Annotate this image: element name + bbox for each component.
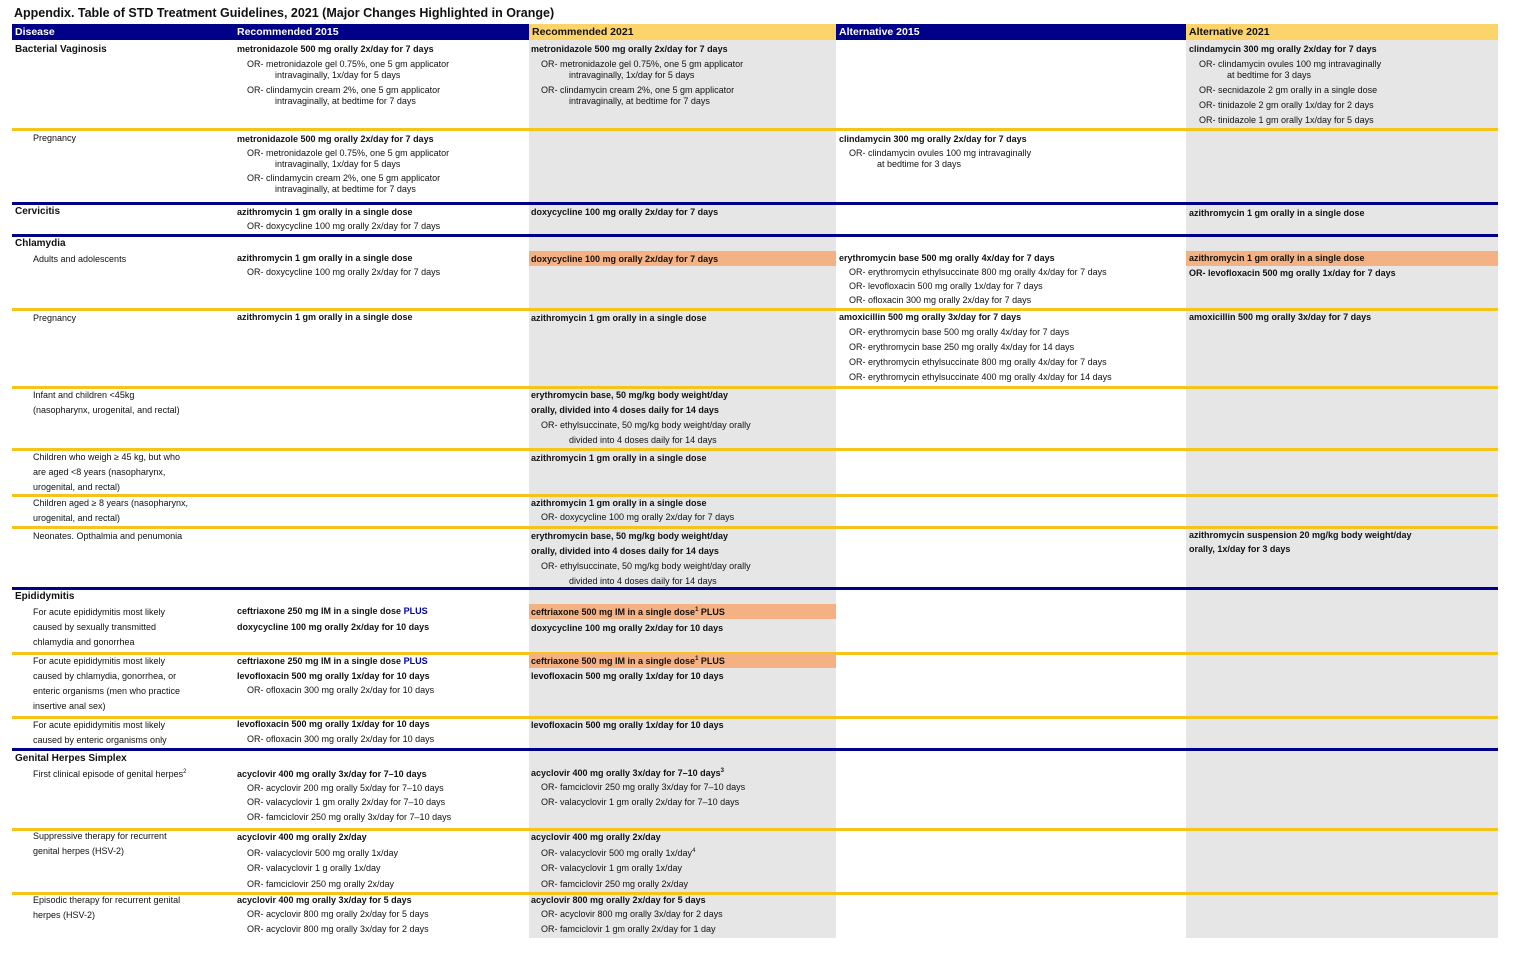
cervicitis-rec2021: doxycycline 100 mg orally 2x/day for 7 days <box>531 207 719 217</box>
header-alternative-2021: Alternative 2021 <box>1186 24 1498 40</box>
herpes-suppressive-rec2015: acyclovir 400 mg orally 2x/day OR- valacyclovir 500 mg orally 1x/day OR- valacyclovir 1 g orally 1x/day OR- famciclovir 250 mg orally 2x/day <box>237 832 399 889</box>
chlamydia-preg-rec2021: azithromycin 1 gm orally in a single dose <box>531 313 707 323</box>
row-divider <box>12 892 1498 895</box>
section-divider <box>12 202 1498 205</box>
chlamydia-children8-label: Children aged ≥ 8 years (nasopharynx, urogenital, and rectal) <box>33 498 189 523</box>
epididymitis-enteric-rec2021: levofloxacin 500 mg orally 1x/day for 10 days <box>531 720 724 730</box>
row-divider <box>12 828 1498 831</box>
disease-epididymitis: Epididymitis <box>15 591 75 602</box>
chlamydia-neonates-alt2021: azithromycin suspension 20 mg/kg body weight/day orally, 1x/day for 3 days <box>1189 530 1412 554</box>
row-divider <box>12 308 1498 311</box>
disease-cervicitis: Cervicitis <box>15 206 61 217</box>
row-divider <box>12 386 1498 389</box>
epididymitis-mixed-label: For acute epididymitis most likely caused by chlamydia, gonorrhea, or enteric organisms (men who practice insertive anal sex) <box>33 656 181 711</box>
herpes-first-rec2015: acyclovir 400 mg orally 3x/day for 7–10 days OR- acyclovir 200 mg orally 5x/day for 7–10 days OR- valacyclovir 1 gm orally 2x/day for 7–10 days OR- famciclovir 250 mg orally 3x/day for 7–10 days <box>237 769 452 822</box>
alternative-2021-column-shade <box>1186 24 1498 938</box>
bv-rec2015: metronidazole 500 mg orally 2x/day for 7 days OR- metronidazole gel 0.75%, one 5 gm applicator intravaginally, 1x/day for 5 days OR- clindamycin cream 2%, one 5 gm applicator intravaginally, at bedtime for 7 days <box>237 44 450 106</box>
herpes-episodic-label: Episodic therapy for recurrent genital herpes (HSV-2) <box>33 895 181 920</box>
epididymitis-enteric-label: For acute epididymitis most likely caused by enteric organisms only <box>33 720 167 745</box>
chlamydia-neonates-label: Neonates. Opthalmia and penumonia <box>33 531 183 541</box>
chlamydia-preg-rec2015: azithromycin 1 gm orally in a single dose <box>237 312 413 322</box>
epididymitis-sti-rec2021: ceftriaxone 500 mg IM in a single dose$^1$ PLUS doxycycline 100 mg orally 2x/day for 10 days <box>531 607 725 633</box>
chlamydia-children45-rec2021: azithromycin 1 gm orally in a single dose <box>531 453 707 463</box>
disease-chlamydia: Chlamydia <box>15 238 66 249</box>
page-title: Appendix. Table of STD Treatment Guidelines, 2021 (Major Changes Highlighted in Orange) <box>14 6 555 20</box>
disease-genital-herpes: Genital Herpes Simplex <box>15 753 127 764</box>
chlamydia-adults-rec2015: azithromycin 1 gm orally in a single dose OR- doxycycline 100 mg orally 2x/day for 7 days <box>237 253 441 277</box>
header-recommended-2015: Recommended 2015 <box>234 24 529 40</box>
herpes-suppressive-label: Suppressive therapy for recurrent genital herpes (HSV-2) <box>33 831 167 856</box>
disease-bacterial-vaginosis: Bacterial Vaginosis <box>15 44 107 55</box>
row-divider <box>12 716 1498 719</box>
chlamydia-adults-alt2021: azithromycin 1 gm orally in a single dose OR- levofloxacin 500 mg orally 1x/day for 7 days <box>1189 253 1396 278</box>
section-divider <box>12 587 1498 590</box>
header-recommended-2021: Recommended 2021 <box>529 24 836 40</box>
herpes-episodic-rec2021: acyclovir 800 mg orally 2x/day for 5 days OR- acyclovir 800 mg orally 3x/day for 2 days OR- famciclovir 1 gm orally 2x/day for 1 day <box>531 895 723 934</box>
herpes-episodic-rec2015: acyclovir 400 mg orally 3x/day for 5 days OR- acyclovir 800 mg orally 2x/day for 5 days OR- acyclovir 800 mg orally 3x/day for 2 days <box>237 895 429 934</box>
chlamydia-adults-alt2015: erythromycin base 500 mg orally 4x/day for 7 days OR- erythromycin ethylsuccinate 800 mg orally 4x/day for 7 days OR- levofloxacin 500 mg orally 1x/day for 7 days OR- ofloxacin 300 mg orally 2x/day for 7 days <box>839 253 1107 305</box>
section-divider <box>12 234 1498 237</box>
row-divider <box>12 494 1498 497</box>
bv-alt2021: clindamycin 300 mg orally 2x/day for 7 days OR- clindamycin ovules 100 mg intravaginally at bedtime for 3 days OR- secnidazole 2 gm orally in a single dose OR- tinidazole 2 gm orally 1x/day for 2 days OR- tinidazole 1 gm orally 1x/day for 5 days <box>1189 44 1382 125</box>
row-divider <box>12 448 1498 451</box>
row-divider <box>12 128 1498 131</box>
chlamydia-preg-alt2015: amoxicillin 500 mg orally 3x/day for 7 days OR- erythromycin base 500 mg orally 4x/day for 7 days OR- erythromycin base 250 mg orally 4x/day for 14 days OR- erythromycin ethylsuccinate 800 mg orally 4x/day for 7 days OR- erythromycin ethylsuccinate 400 mg orally 4x/day for 14 days <box>839 312 1112 382</box>
chlamydia-pregnancy-label: Pregnancy <box>33 313 77 323</box>
herpes-first-episode-label: First clinical episode of genital herpes$^2$ <box>33 769 187 779</box>
header-alternative-2015: Alternative 2015 <box>836 24 1186 40</box>
chlamydia-children8-rec2021: azithromycin 1 gm orally in a single dose OR- doxycycline 100 mg orally 2x/day for 7 days <box>531 498 735 522</box>
epididymitis-mixed-rec2015: ceftriaxone 250 mg IM in a single dose PLUS levofloxacin 500 mg orally 1x/day for 10 days OR- ofloxacin 300 mg orally 2x/day for 10 days <box>237 656 435 695</box>
epididymitis-sti-rec2015: ceftriaxone 250 mg IM in a single dose PLUS doxycycline 100 mg orally 2x/day for 10 days <box>237 606 430 632</box>
chlamydia-children45-label: Children who weigh ≥ 45 kg, but who are aged <8 years (nasopharynx, urogenital, and rectal) <box>33 452 181 492</box>
bv-pregnancy-label: Pregnancy <box>33 133 77 143</box>
row-divider <box>12 526 1498 529</box>
bv-rec2021: metronidazole 500 mg orally 2x/day for 7 days OR- metronidazole gel 0.75%, one 5 gm applicator intravaginally, 1x/day for 5 days OR- clindamycin cream 2%, one 5 gm applicator intravaginally, at bedtime for 7 days <box>531 44 744 106</box>
cervicitis-rec2015: azithromycin 1 gm orally in a single dose OR- doxycycline 100 mg orally 2x/day for 7 days <box>237 207 441 231</box>
epididymitis-enteric-rec2015: levofloxacin 500 mg orally 1x/day for 10 days OR- ofloxacin 300 mg orally 2x/day for 10 days <box>237 719 435 744</box>
herpes-first-rec2021: acyclovir 400 mg orally 3x/day for 7–10 days$^3$ OR- famciclovir 250 mg orally 3x/day for 7–10 days OR- valacyclovir 1 gm orally 2x/day for 7–10 days <box>531 768 746 807</box>
chlamydia-infant-rec2021: erythromycin base, 50 mg/kg body weight/day orally, divided into 4 doses daily for 14 days OR- ethylsuccinate, 50 mg/kg body weight/day orally divided into 4 doses daily for 14 days <box>531 390 751 445</box>
epididymitis-sti-label: For acute epididymitis most likely caused by sexually transmitted chlamydia and gonorrhea <box>33 607 166 647</box>
herpes-suppressive-rec2021: acyclovir 400 mg orally 2x/day OR- valacyclovir 500 mg orally 1x/day$^4$ OR- valacyclovir 1 gm orally 1x/day OR- famciclovir 250 mg orally 2x/day <box>531 832 696 889</box>
bv-preg-alt2015: clindamycin 300 mg orally 2x/day for 7 days OR- clindamycin ovules 100 mg intravaginally at bedtime for 3 days <box>839 134 1032 169</box>
chlamydia-neonates-rec2021: erythromycin base, 50 mg/kg body weight/day orally, divided into 4 doses daily for 14 days OR- ethylsuccinate, 50 mg/kg body weight/day orally divided into 4 doses daily for 14 days <box>531 531 751 586</box>
chlamydia-preg-alt2021: amoxicillin 500 mg orally 3x/day for 7 days <box>1189 312 1372 322</box>
epididymitis-mixed-rec2021: ceftriaxone 500 mg IM in a single dose$^1$ PLUS levofloxacin 500 mg orally 1x/day for 10 days <box>531 656 725 681</box>
chlamydia-adults-rec2021: doxycycline 100 mg orally 2x/day for 7 days <box>531 254 719 264</box>
chlamydia-adults-label: Adults and adolescents <box>33 254 127 264</box>
cervicitis-alt2021: azithromycin 1 gm orally in a single dose <box>1189 208 1365 218</box>
chlamydia-infant-label: Infant and children <45kg (nasopharynx, urogenital, and rectal) <box>33 390 180 415</box>
bv-preg-rec2015: metronidazole 500 mg orally 2x/day for 7 days OR- metronidazole gel 0.75%, one 5 gm applicator intravaginally, 1x/day for 5 days OR- clindamycin cream 2%, one 5 gm applicator intravaginally, at bedtime for 7 days <box>237 134 450 194</box>
header-disease: Disease <box>12 24 234 40</box>
section-divider <box>12 748 1498 751</box>
